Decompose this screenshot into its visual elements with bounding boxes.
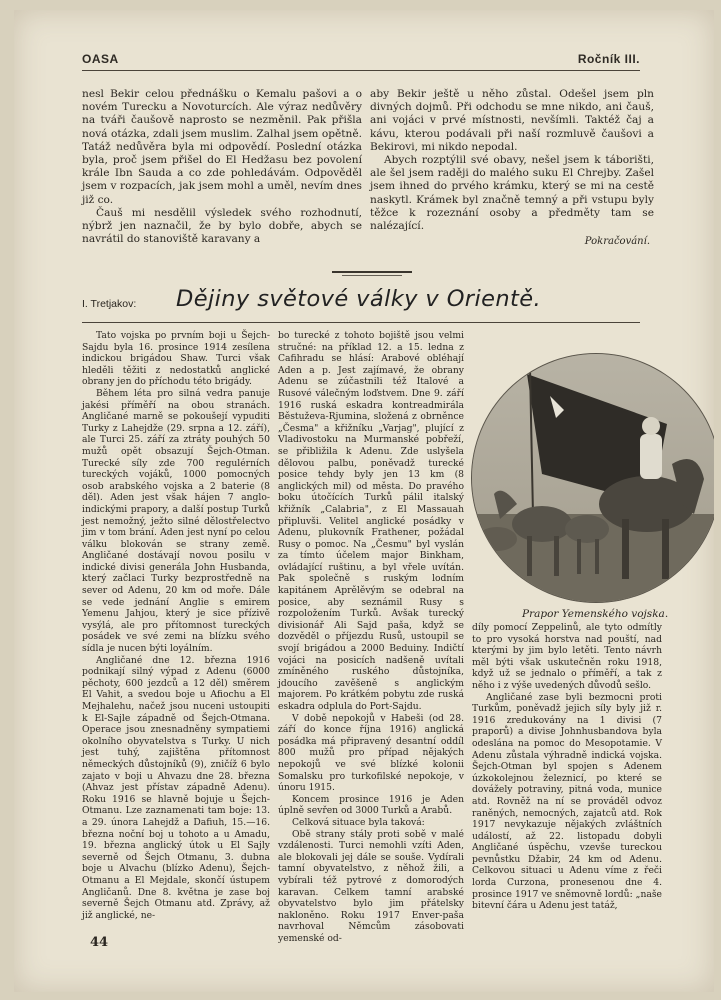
paragraph: Angličané dne 12. března 1916 podnikají silný výpad z Adenu (6000 pěchoty, 600 jezdců a 12 děl) směrem El Vahit, a svedou boje u Afiochu a El Mejhalehu, načež jsou nuceni ustoupiti k El-Sajle západně od Šejch-Otmana. Operace jsou znesnadněny sympatiemi okolního obyvatelstva s Turky. U nich jest tuhý, zajištěna přítomnost německých důstojníků (9), zničíž 6 bylo zajato v boji u Ahvazu dne 28. března (Ahvaz jest přístav západně Adenu). Roku 1916 se hlavně bojuje u Šejch-Otmanu. Lze zaznamenati tam boje: 13. a 29. února Lahejdž a Dafiuh, 15.—16. března noční boj u tohoto a u Amadu, 19. března anglický útok u El Sajly severně od Šejch Otmanu, 3. dubna boje u Alvachu (blízko Adenu), Šejch-Otmanu a El Mejdale, skončí ústupem Angličanů. Dne 8. května je zase boj severně Šejch Otmanu atd. Zprávy, až již anglické, ne-	[82, 654, 270, 921]
magazine-name: OASA	[82, 52, 119, 66]
continued-left-column	[82, 88, 362, 246]
running-header	[82, 52, 640, 72]
article-column-3	[472, 622, 662, 912]
article-author: I. Tretjakov:	[82, 298, 137, 310]
magazine-page	[14, 10, 714, 992]
paragraph: nesl Bekir celou přednášku o Kemalu pašovi a o novém Turecku a Novoturcích. Ale výraz nedůvěry na tváři čaušově naprosto se nezměnil. Pak přišla nová otázka, zdali jsem muslim. Zalhal jsem opětně. Tatáž nedůvěra byla mi odpovědí. Poslední otázka byla, proč jsem přišel do El Hedžasu bez povolení krále Ibn Sauda a co zde pohledávám. Odpověděl jsem v rozpacích, jak jsem mohl a uměl, nevím dnes již co.	[82, 88, 362, 206]
paragraph: Během léta pro silná vedra panuje jakési příměří na obou stranách. Angličané marně se pokoušejí vypuditi Turky z Lahejdže (29. srpna a 12. září), ale Turci 25. září za ztráty pouhých 50 mužů opět obsazují Šejch-Otman. Turecké síly zde 700 regulérních tureckých vojáků, 1000 pomocných osob arabského vojska a 2 baterie (8 děl). Aden jest však hájen 7 anglo-indickými prapory, a další postup Turků jest nemožný, ježto silné dělostřelectvo jim v tom brání. Aden jest nyní po celou válku blokován se strany země. Angličané dostávají novou posilu v indické divisi generála John Husbanda, který začlaci Turky bezprostředně na sever od Adenu, 20 km od moře. Dále se vede jednání Anglie s emirem Yemenu Jahjou, který je sice přízivě vysýlá, ale pro přítomnost tureckých posádek ve své zemi na blízku svého sídla je nucen býti loyálním.	[82, 387, 270, 655]
paragraph: Abych rozptýlil své obavy, nešel jsem k táborišti, ale šel jsem raději do malého suku El Chrejby. Zašel jsem ihned do prvého krámku, který se mi na cestě naskytl. Krámek byl značně temný a při vstupu byly těžce k rozeznání osoby a předměty tam se nalézající.	[370, 154, 654, 233]
volume-label: Ročník III.	[577, 52, 640, 66]
paragraph: Celková situace byla taková:	[292, 816, 425, 828]
header-rule	[82, 70, 640, 71]
title-rule	[82, 322, 640, 323]
paragraph: Čauš mi nesdělil výsledek svého rozhodnutí, nýbrž jen naznačil, že by bylo dobře, abych se navrátil do stanoviště karavany a	[82, 206, 362, 246]
photo-caption: Prapor Yemenského vojska.	[522, 608, 669, 620]
paragraph: Koncem prosince 1916 je Aden úplně sevřen od 3000 Turků a Arabů.	[278, 793, 464, 817]
article-column-2	[278, 330, 464, 944]
soldiers-photo	[472, 354, 714, 602]
paragraph: Angličané zase byli bezmocni proti Turkům, poněvadž jejich síly byly již r. 1916 zredukovány na 1 divisi (7 praporů) a divise Johnhusbandova byla odeslána na pomoc do Mesopotamie. V Adenu zůstala výhradně indická vojska. Šejch-Otman byl spojen s Adenem úzkokolejnou železnicí, po které se dovážely potraviny, pitná voda, munice atd. Rovněž na ní se prováděl odvoz raněných, nemocných, zajatců atd. Rok 1917 nevykazuje nějakých zvláštních událostí, až 22. listopadu dobyli Angličané úspěchu, vzevše tureckou pevnůstku Džabir, 24 km od Adenu. Celkovou situaci u Adenu víme z řeči lorda Curzona, pronesenou dne 4. prosince 1917 ve sněmovně lordů: „naše bitevní čára u Adenu jest tatáž,	[472, 691, 662, 912]
continued-right-column	[370, 88, 654, 248]
page-number: 44	[90, 935, 109, 950]
paragraph: díly pomocí Zeppelinů, ale tyto odmítly to pro vysoká horstva nad pouští, nad kterými by jim bylo letěti. Tento návrh měl býti však uskutečněn roku 1918, když už se jednalo o příměří, a tak z něho i z výše uvedených důvodů sešlo.	[472, 622, 662, 691]
article-column-1	[82, 330, 270, 921]
paragraph: bo turecké z tohoto bojiště jsou velmi stručné: na příklad 12. a 15. ledna z Cafihradu se hlásí: Arabové obléhají Aden a p. Jest zajímavé, že obrany Adenu se zúčastnili též Italové a Rusové válečným loďstvem. Dne 9. září 1916 ruská eskadra kontreadmirála Běstuževa-Rjumina, složená z obrněnce „Česma" a křižníku „Varjag", plující z Vladivostoku na Murmanské pobřeží, se přibližila k Adenu. Zde uslyšela dělovou palbu, poněvadž turecké posice tehdy byly jen 13 km (8 anglických mil) od města. Do pravého boku útočících Turků pálil italský křižník „Calabria", z El Massauah připluvši. Velitel anglické posádky v Adenu, plukovník Frathener, požádal Rusy o pomoc. Na „Česmu" byl vyslán za tímto účelem major Binkham, ovládající ruštinu, a byl vřele uvítán. Pak společně s ruským lodním kapitánem Aprělěvým se odebral na posice, aby seznámil Rusy s rozpoložením Turků. Avšak turecký divisionář Ali Sajd paša, když se dozvěděl o příjezdu Rusů, ustoupil se svojí brigádou a 2000 Beduiny. Indičtí vojáci na posicích nadšeně uvítali zmíněného ruského důstojníka, jdoucího zavěšeně s anglickým majorem. Po krátkém pobytu zde ruská eskadra odplula do Port-Sajdu.	[278, 330, 464, 712]
paragraph: aby Bekir ještě u něho zůstal. Odešel jsem pln divných dojmů. Při odchodu se mne nikdo, ani čauš, ani vojáci v prvé místnosti, nevšímli. Taktéž čaj a kávu, kterou podávali při naší rozmluvě čaušovi a Bekirovi, mi nikdo nepodal.	[370, 88, 654, 153]
section-ornament	[332, 267, 412, 277]
continuation-note: Pokračování.	[584, 236, 650, 248]
paragraph: V době nepokojů v Habeši (od 28. září do konce října 1916) anglická posádka má připravený desantní oddíl 800 mužů pro případ nějakých nepokojů ve své blízké kolonii Somalsku pro turkofilské nepokoje, v únoru 1915.	[278, 712, 464, 794]
paragraph: Obě strany stály proti sobě v malé vzdálenosti. Turci nemohli vzíti Aden, ale blokovali jej dále se souše. Vydírali tamní obyvatelstvo, z něhož žili, a vybírali též pytrové z domorodých karavan. Celkem tamní arabské obyvatelstvo bylo jim přátelsky nakloněno. Roku 1917 Enver-paša navrhoval Němcům zásobovati yemenské od-	[278, 828, 464, 944]
article-title: Dějiny světové války v Orientě.	[176, 286, 542, 312]
paragraph: Tato vojska po prvním boji u Šejch-Sajdu byla 16. prosince 1914 zesílena indickou brigádou Shaw. Turci však hleděli těžiti z nedostatků anglické obrany jen do příchodu této brigády.	[82, 330, 270, 388]
